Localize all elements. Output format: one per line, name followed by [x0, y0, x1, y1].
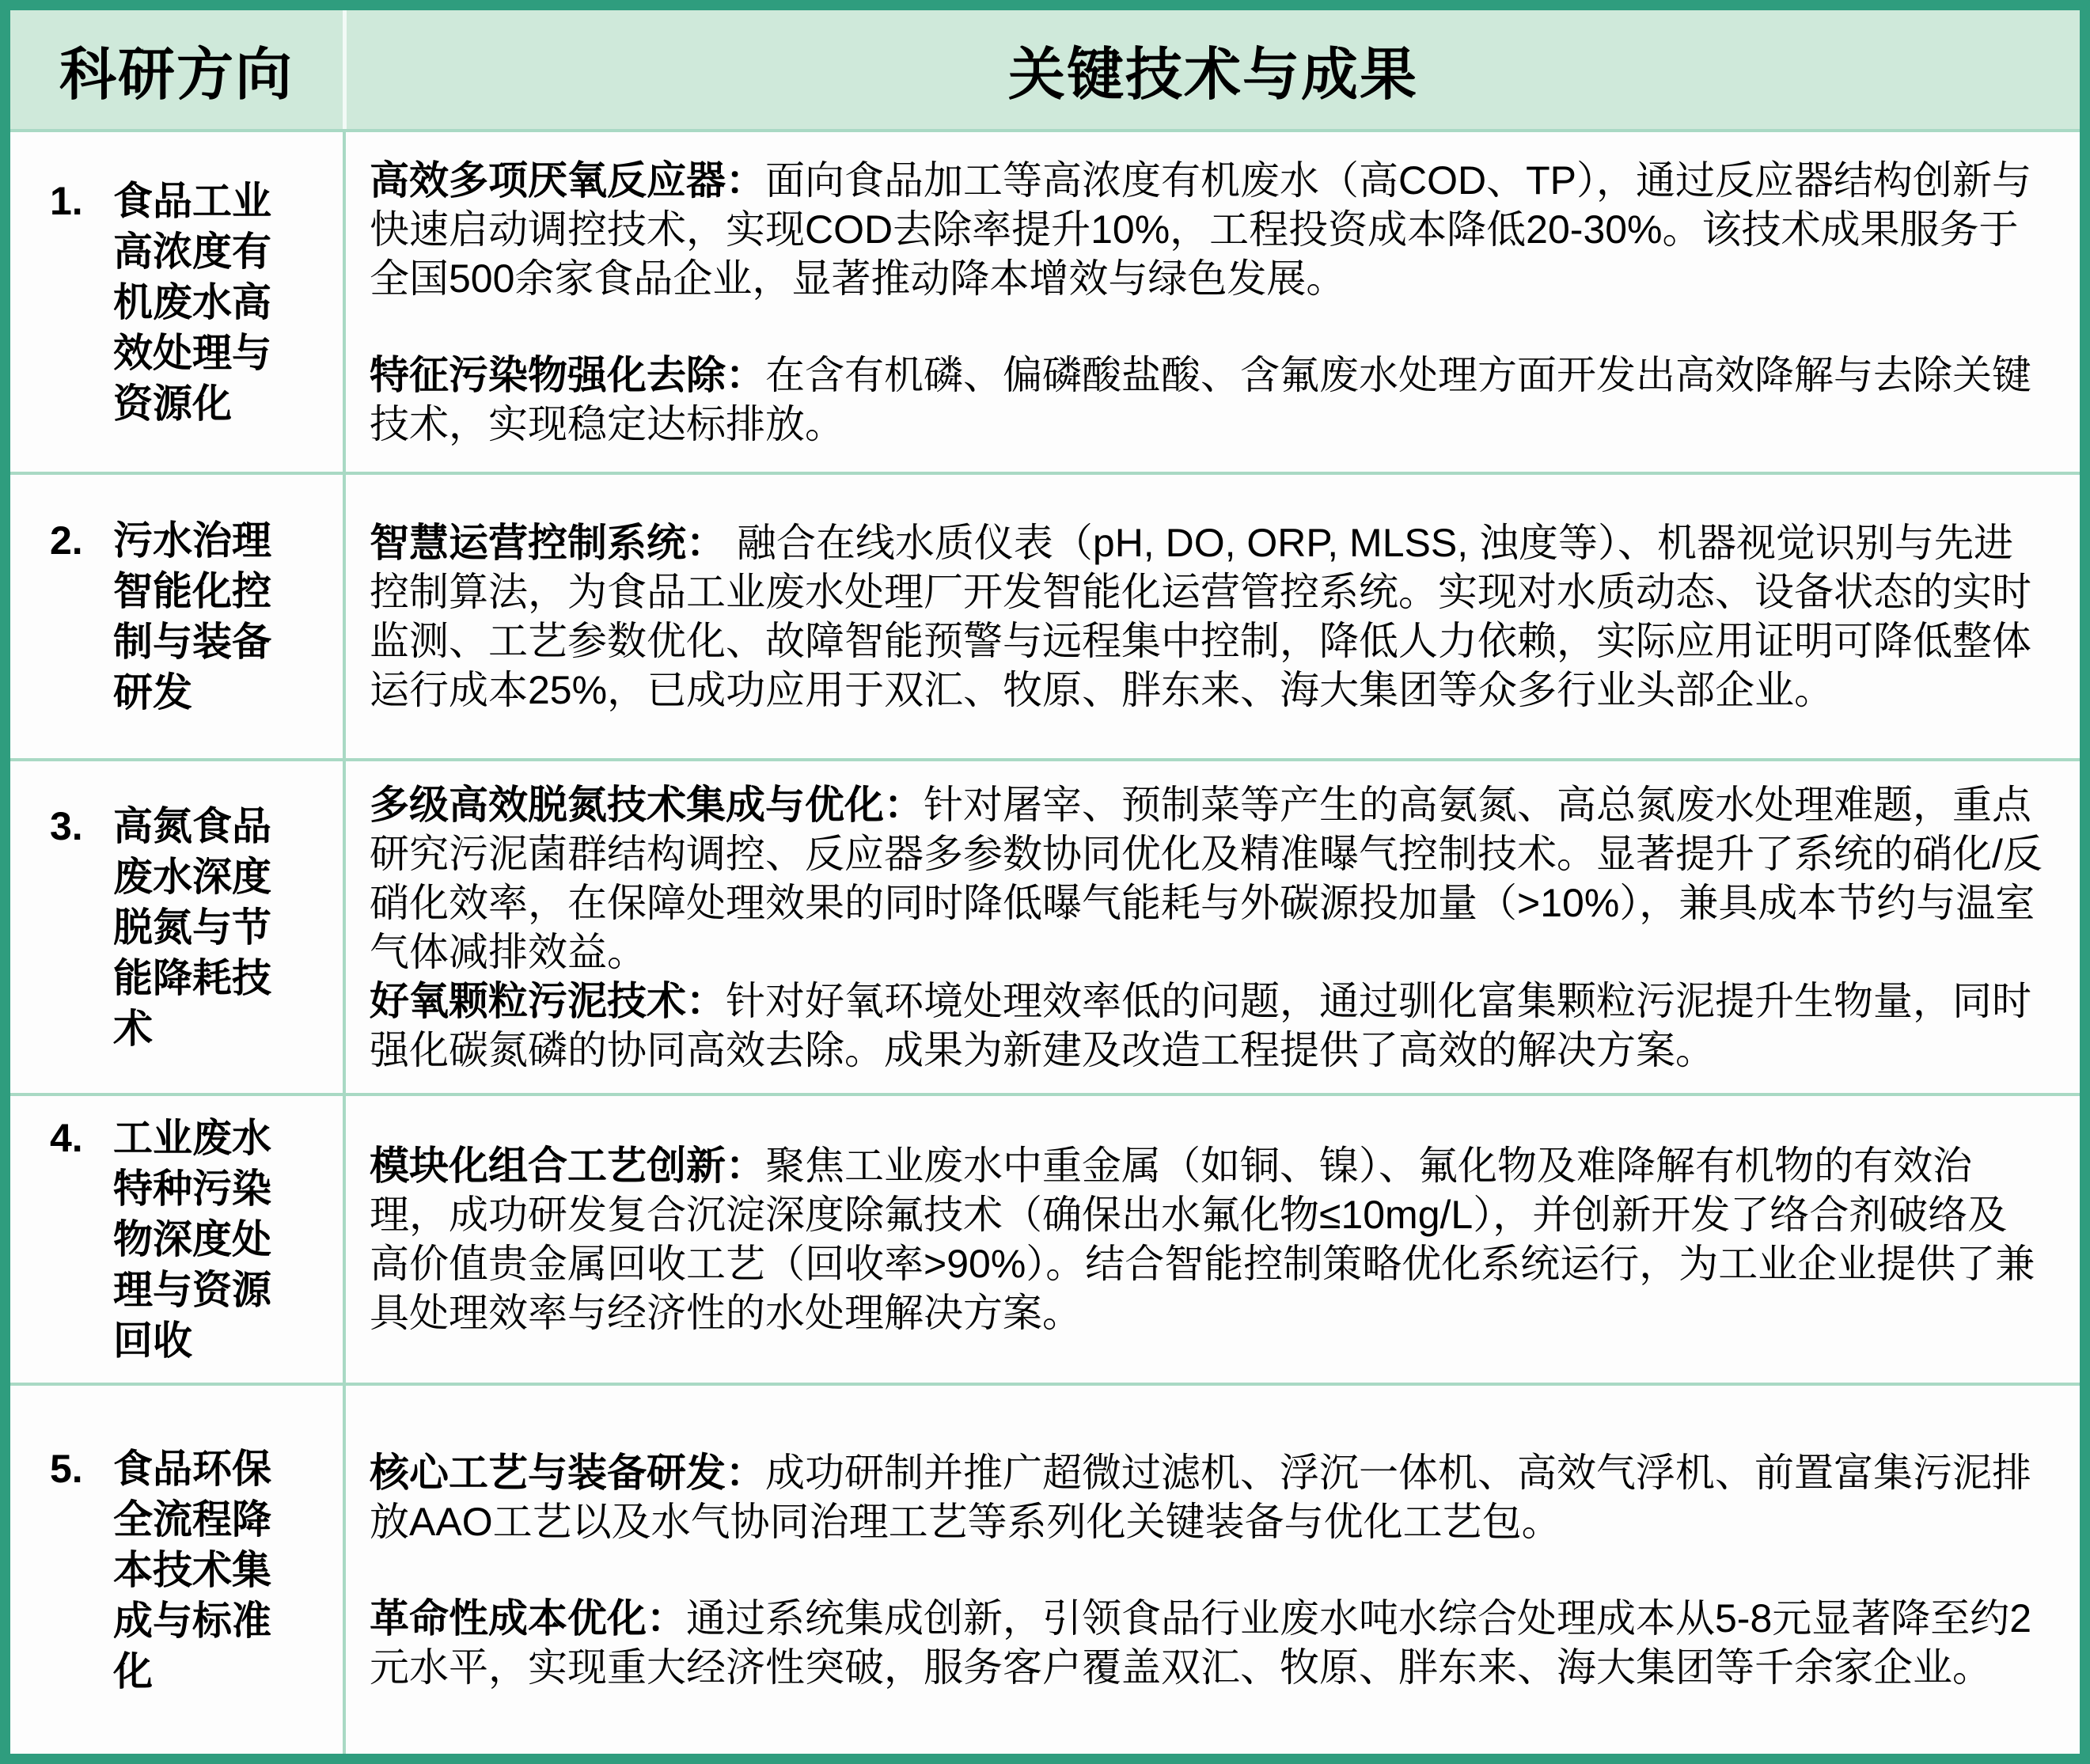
direction-text: 污水治理智能化控制与装备研发: [113, 518, 271, 715]
direction-item: [50, 515, 283, 718]
achievement-paragraph: [370, 977, 2043, 1075]
achievement-paragraph: [370, 1594, 2043, 1692]
achievement-paragraph: [370, 518, 2043, 715]
achievement-lead: 模块化组合工艺创新：: [370, 1144, 765, 1188]
direction-number: 2.: [50, 518, 83, 563]
direction-cell: [10, 1096, 343, 1383]
table-header-row: [10, 10, 2080, 129]
table-row: [10, 129, 2080, 472]
achievement-lead: 智慧运营控制系统：: [370, 521, 726, 565]
table-row: [10, 1093, 2080, 1383]
achievement-lead: 多级高效脱氮技术集成与优化：: [370, 782, 924, 827]
achievement-paragraph: [370, 780, 2043, 977]
achievement-paragraph: [370, 1448, 2043, 1546]
achievement-text: 成功研制并推广超微过滤机、浮沉一体机、高效气浮机、前置富集污泥排放AAO工艺以及水气协同治理工艺等系列化关键装备与优化工艺包。: [370, 1450, 2031, 1544]
direction-number: 1.: [50, 178, 83, 223]
achievement-paragraph: [370, 351, 2043, 449]
direction-item: [50, 176, 283, 429]
achievement-lead: 好氧颗粒污泥技术：: [370, 978, 726, 1023]
achievement-text: 在含有机磷、偏磷酸盐酸、含氟废水处理方面开发出高效降解与去除关键技术，实现稳定达标排放。: [370, 352, 2031, 446]
direction-text: 食品工业高浓度有机废水高效处理与资源化: [113, 178, 271, 426]
achievements-cell: [343, 132, 2080, 472]
achievement-paragraph: [370, 1141, 2043, 1337]
direction-text: 食品环保全流程降本技术集成与标准化: [113, 1446, 271, 1694]
direction-number: 3.: [50, 803, 83, 848]
achievement-lead: 特征污染物强化去除：: [370, 352, 765, 397]
header-cell-achievements: 关键技术与成果: [343, 10, 2080, 129]
direction-cell: [10, 475, 343, 758]
table-row: [10, 1383, 2080, 1754]
direction-item: [50, 1443, 283, 1697]
table-row: [10, 758, 2080, 1093]
achievements-cell: [343, 1386, 2080, 1754]
direction-item: [50, 1113, 283, 1366]
direction-text: 工业废水特种污染物深度处理与资源回收: [113, 1116, 271, 1363]
achievement-lead: 核心工艺与装备研发：: [370, 1450, 765, 1495]
direction-number: 4.: [50, 1116, 83, 1160]
achievement-text: 面向食品加工等高浓度有机废水（高COD、TP），通过反应器结构创新与快速启动调控技术，实现COD去除率提升10%，工程投资成本降低20-30%。该技术成果服务于全国500余家食品企业，显著推动降本增效与绿色发展。: [370, 157, 2031, 301]
direction-text: 高氮食品废水深度脱氮与节能降耗技术: [113, 803, 271, 1051]
direction-cell: [10, 132, 343, 472]
achievements-cell: [343, 475, 2080, 758]
achievement-text: 针对屠宰、预制菜等产生的高氨氮、高总氮废水处理难题，重点研究污泥菌群结构调控、反应器多参数协同优化及精准曝气控制技术。显著提升了系统的硝化/反硝化效率，在保障处理效果的同时降低曝气能耗与外碳源投加量（>10%），兼具成本节约与温室气体减排效益。: [370, 782, 2043, 974]
achievement-paragraph: [370, 156, 2043, 303]
achievements-cell: [343, 761, 2080, 1093]
table-row: [10, 472, 2080, 758]
direction-item: [50, 801, 283, 1054]
direction-cell: [10, 761, 343, 1093]
achievement-lead: 高效多项厌氧反应器：: [370, 157, 765, 203]
direction-cell: [10, 1386, 343, 1754]
achievement-lead: 革命性成本优化：: [370, 1595, 686, 1641]
achievement-text: 融合在线水质仪表（pH, DO, ORP, MLSS, 浊度等）、机器视觉识别与先进控制算法，为食品工业废水处理厂开发智能化运营管控系统。实现对水质动态、设备状态的实时监测、工艺参数优化、故障智能预警与远程集中控制，降低人力依赖，实际应用证明可降低整体运行成本25%，已成功应用于双汇、牧原、胖东来、海大集团等众多行业头部企业。: [370, 521, 2031, 712]
direction-number: 5.: [50, 1446, 83, 1491]
achievement-text: 通过系统集成创新，引领食品行业废水吨水综合处理成本从5-8元显著降至约2元水平，实现重大经济性突破，服务客户覆盖双汇、牧原、胖东来、海大集团等千余家企业。: [370, 1595, 2032, 1690]
achievements-cell: [343, 1096, 2080, 1383]
header-cell-direction: 科研方向: [59, 44, 294, 107]
achievement-text: 聚焦工业废水中重金属（如铜、镍）、氟化物及难降解有机物的有效治理，成功研发复合沉淀深度除氟技术（确保出水氟化物≤10mg/L），并创新开发了络合剂破络及高价值贵金属回收工艺（回收率>90%）。结合智能控制策略优化系统运行，为工业企业提供了兼具处理效率与经济性的水处理解决方案。: [370, 1144, 2035, 1335]
achievement-text: 针对好氧环境处理效率低的问题，通过驯化富集颗粒污泥提升生物量，同时强化碳氮磷的协同高效去除。成果为新建及改造工程提供了高效的解决方案。: [370, 978, 2031, 1072]
